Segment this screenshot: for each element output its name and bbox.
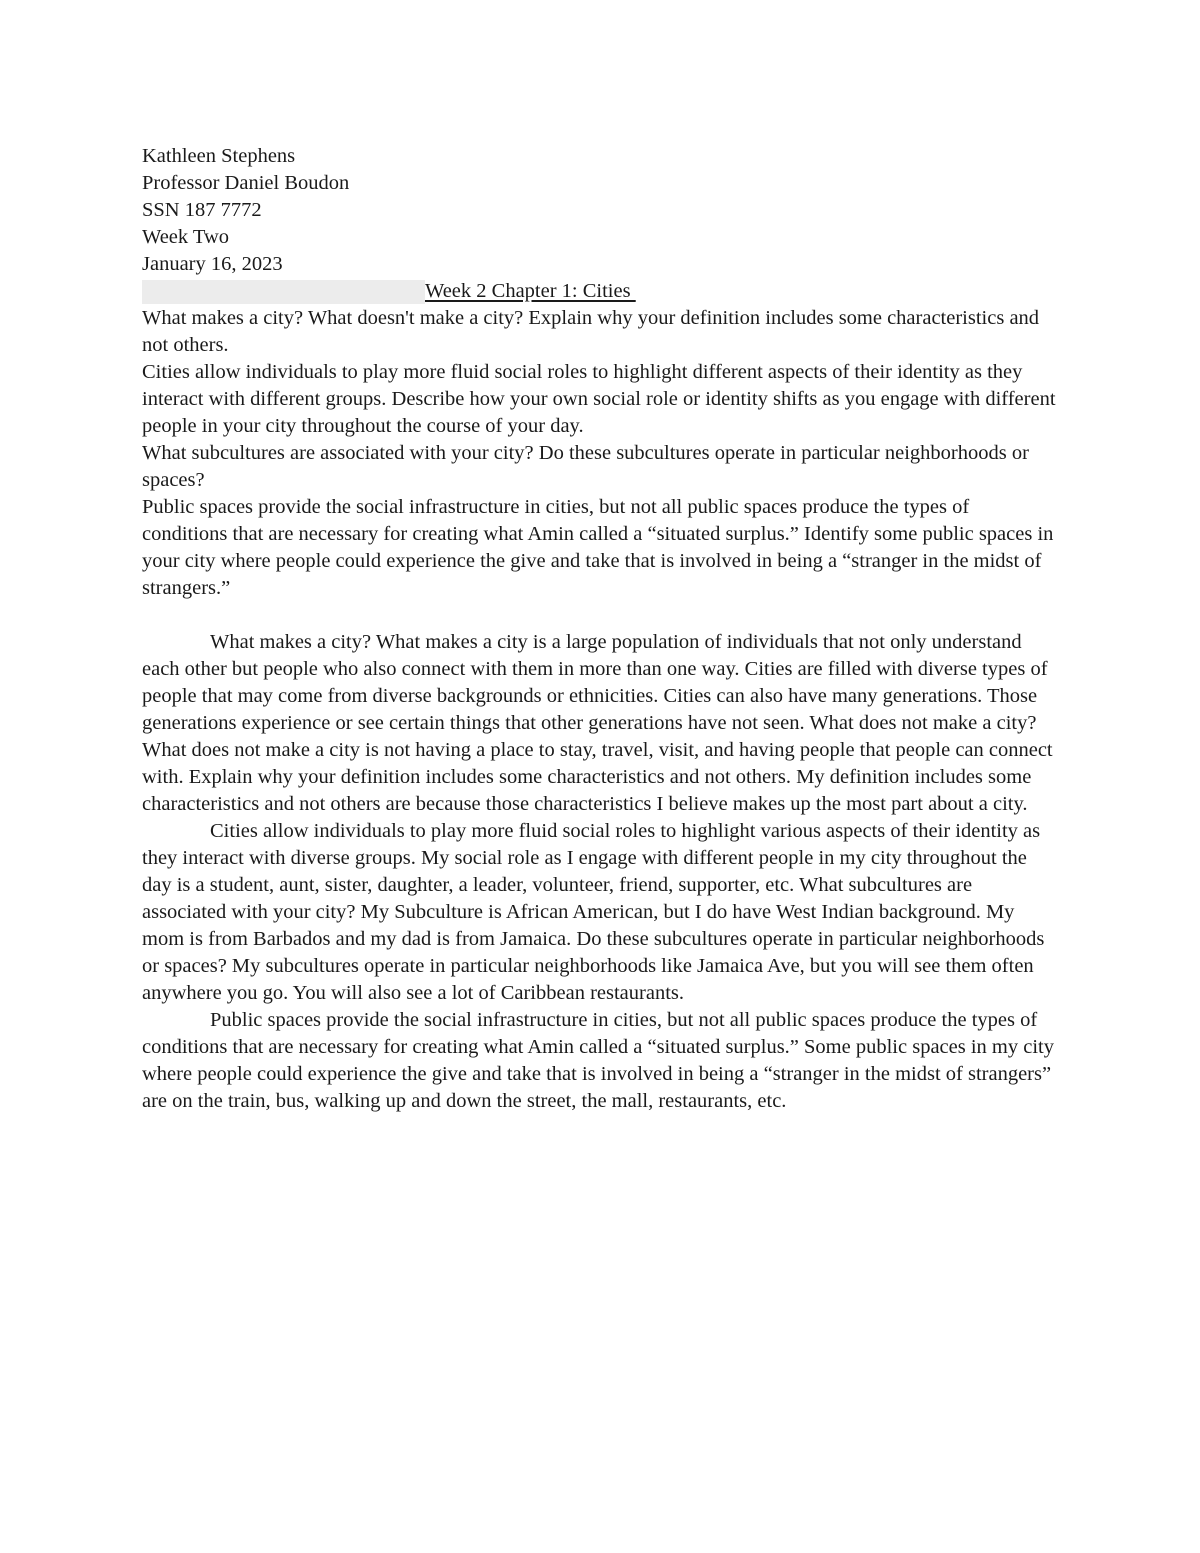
document-body: [142, 143, 1058, 1115]
answer-list: [142, 629, 1058, 1115]
answer-paragraph: Cities allow individuals to play more fluid social roles to highlight various aspects of their identity as they interact with diverse groups. My social role as I engage with different people in my city throughout the day is a student, aunt, sister, daughter, a leader, volunteer, friend, supporter, etc. What subcultures are associated with your city? My Subculture is African American, but I do have West Indian background. My mom is from Barbados and my dad is from Jamaica. Do these subcultures operate in particular neighborhoods or spaces? My subcultures operate in particular neighborhoods like Jamaica Ave, but you will see them often anywhere you go. You will also see a lot of Caribbean restaurants.: [142, 820, 1045, 1004]
week-label: Week Two: [142, 226, 230, 248]
author-name: Kathleen Stephens: [142, 145, 296, 167]
prompt-paragraph: What makes a city? What doesn't make a city? Explain why your definition includes some characteristics and not others.: [142, 307, 1040, 356]
prompt-paragraph: Public spaces provide the social infrastructure in cities, but not all public spaces produce the types of conditions that are necessary for creating what Amin called a “situated surplus.” Identify some public spaces in your city where people could experience the give and take that is involved in being a “stranger in the midst of strangers.”: [142, 496, 1054, 599]
prompt-list: [142, 305, 1058, 602]
title-row: [142, 278, 1058, 305]
prompt-paragraph: Cities allow individuals to play more fluid social roles to highlight different aspects of their identity as they interact with different groups. Describe how your own social role or identity shifts as you engage with different people in your city throughout the course of your day.: [142, 361, 1056, 437]
prompt-paragraph: What subcultures are associated with your city? Do these subcultures operate in particular neighborhoods or spaces?: [142, 442, 1029, 491]
answer-paragraph: Public spaces provide the social infrastructure in cities, but not all public spaces produce the types of conditions that are necessary for creating what Amin called a “situated surplus.” Some public spaces in my city where people could experience the give and take that is involved in being a “stranger in the midst of strangers” are on the train, bus, walking up and down the street, the mall, restaurants, etc.: [142, 1009, 1054, 1112]
header-block: [142, 143, 1058, 278]
course-code: SSN 187 7772: [142, 199, 262, 221]
document-title: Week 2 Chapter 1: Cities: [425, 280, 636, 302]
date-label: January 16, 2023: [142, 253, 283, 275]
answer-paragraph: What makes a city? What makes a city is a large population of individuals that not only understand each other but people who also connect with them in more than one way. Cities are filled with diverse types of people that may come from diverse backgrounds or ethnicities. Cities can also have many generations. Those generations experience or see certain things that other generations have not seen. What does not make a city? What does not make a city is not having a place to stay, travel, visit, and having people that people can connect with. Explain why your definition includes some characteristics and not others. My definition includes some characteristics and not others are because those characteristics I believe makes up the most part about a city.: [142, 631, 1053, 815]
title-highlight: [142, 280, 425, 304]
professor-name: Professor Daniel Boudon: [142, 172, 350, 194]
